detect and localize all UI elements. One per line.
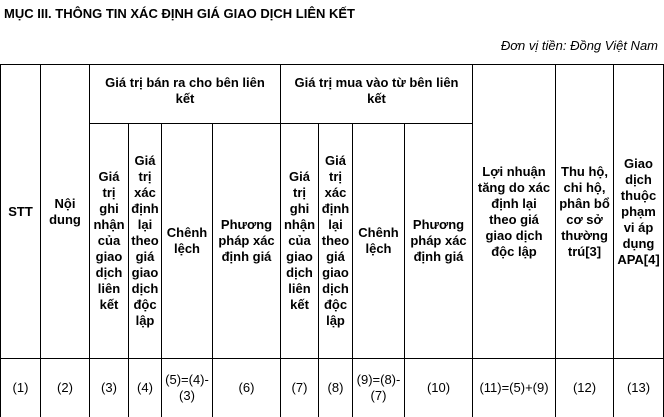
index-cell: (11)=(5)+(9) bbox=[479, 380, 549, 395]
header-sell-method: Phương pháp xác định giá bbox=[218, 217, 275, 264]
header-buy-method: Phương pháp xác định giá bbox=[410, 217, 467, 264]
header-buy-determined-value: Giá trị xác định lại theo giá giao dịch độc lập bbox=[321, 153, 350, 328]
index-cell: (13) bbox=[626, 380, 651, 395]
header-sell-determined-value: Giá trị xác định lại theo giá giao dịch độc lập bbox=[131, 153, 159, 328]
index-cell: (3) bbox=[101, 380, 117, 395]
index-cell: (7) bbox=[291, 380, 308, 395]
header-sell-recorded-value: Giá trị ghi nhận của giao dịch liên kết bbox=[93, 169, 125, 312]
index-cell: (6) bbox=[238, 380, 255, 395]
index-cell: (9)=(8)-(7) bbox=[356, 372, 401, 403]
index-cell: (2) bbox=[57, 380, 73, 395]
index-cell: (5)=(4)-(3) bbox=[165, 372, 209, 403]
header-buy-difference: Chênh lệch bbox=[358, 225, 399, 256]
currency-unit-note: Đơn vị tiền: Đồng Việt Nam bbox=[500, 38, 658, 53]
header-collect-on-behalf: Thu hộ, chi hộ, phân bổ cơ sở thường trú[3] bbox=[559, 163, 610, 259]
header-buy-group: Giá trị mua vào từ bên liên kết bbox=[294, 75, 459, 106]
header-apa: Giao dịch thuộc phạm vi áp dụng APA[4] bbox=[617, 155, 660, 267]
header-sell-group: Giá trị bán ra cho bên liên kết bbox=[105, 75, 265, 106]
header-stt: STT bbox=[8, 203, 33, 219]
header-sell-difference: Chênh lệch bbox=[166, 225, 208, 256]
header-content: Nội dung bbox=[49, 195, 81, 227]
header-profit-increase: Lợi nhuận tăng do xác định lại theo giá giao dịch độc lập bbox=[477, 163, 551, 259]
index-cell: (12) bbox=[572, 380, 597, 395]
index-cell: (10) bbox=[426, 380, 451, 395]
document-title: MỤC III. THÔNG TIN XÁC ĐỊNH GIÁ GIAO DỊCH LIÊN KẾT bbox=[4, 6, 355, 21]
index-cell: (8) bbox=[327, 380, 344, 395]
index-cell: (4) bbox=[137, 380, 153, 395]
header-buy-recorded-value: Giá trị ghi nhận của giao dịch liên kết bbox=[283, 169, 316, 312]
index-cell: (1) bbox=[12, 380, 29, 395]
